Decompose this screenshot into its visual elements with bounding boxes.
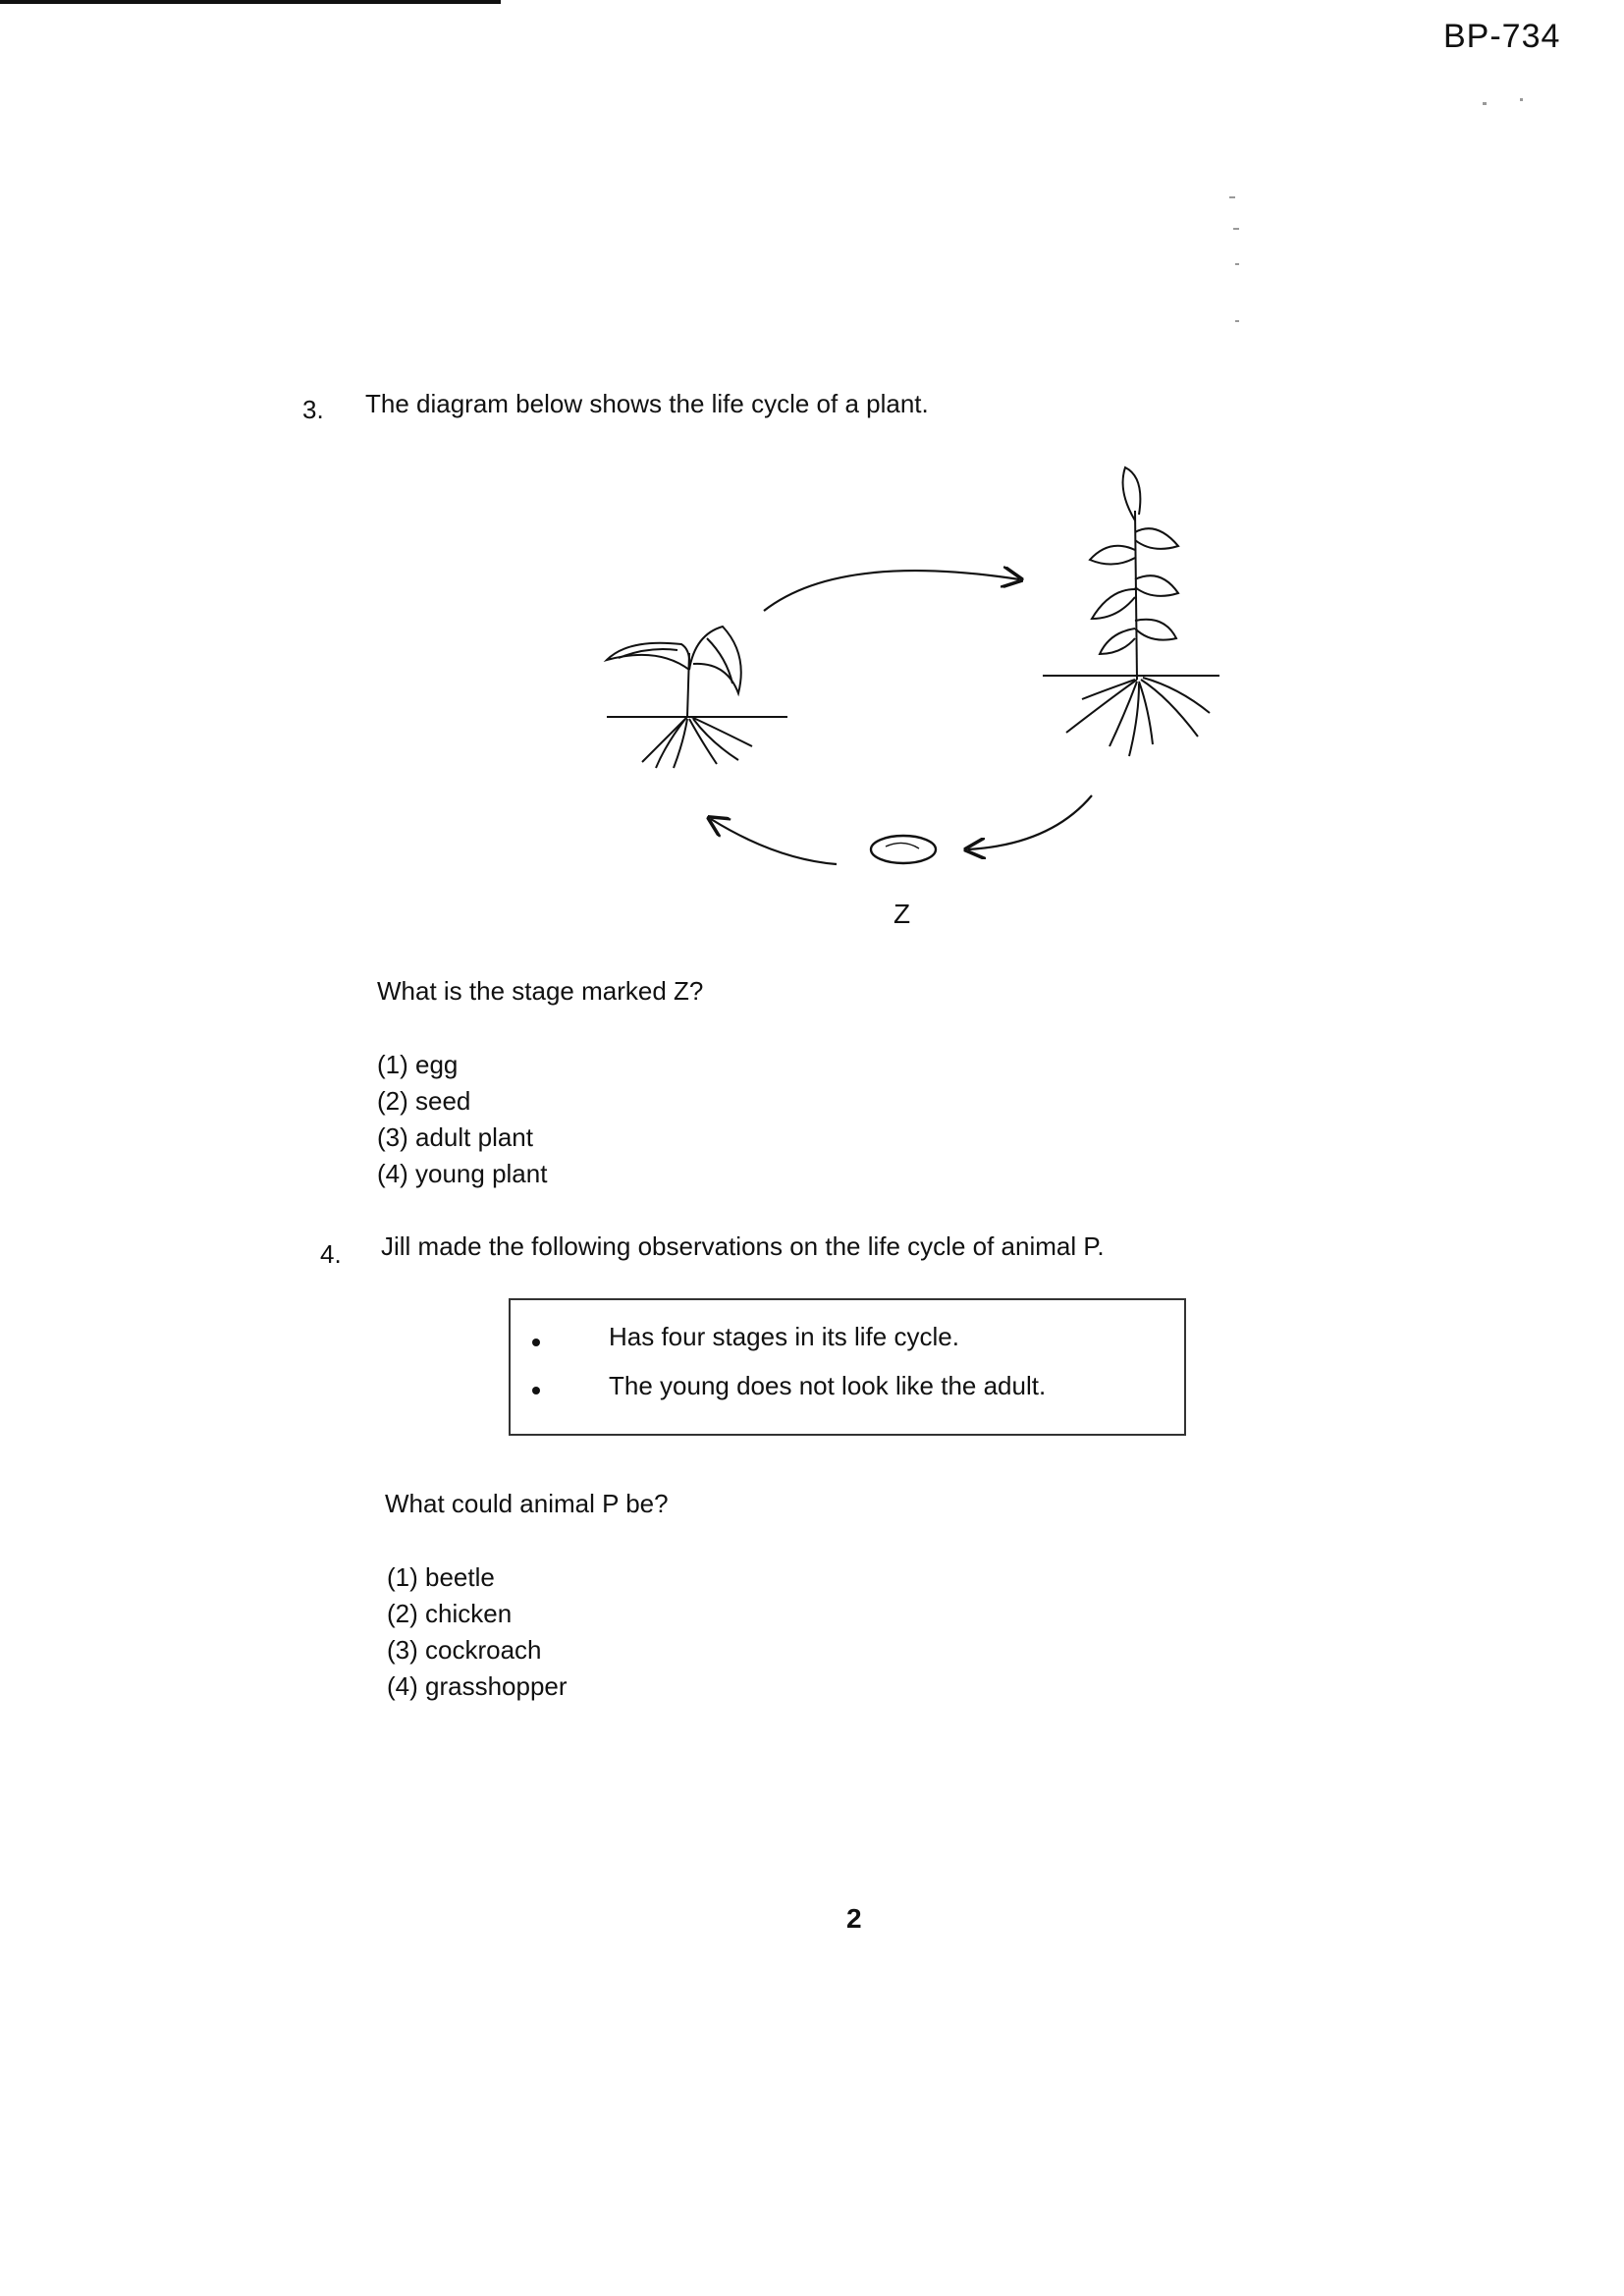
- question-4-question: What could animal P be?: [385, 1489, 669, 1518]
- arrow-young-to-adult: [764, 571, 1019, 611]
- scan-speck: [1235, 263, 1239, 265]
- question-4-options: [387, 1559, 568, 1705]
- young-plant-icon: [607, 627, 787, 768]
- document-code: BP-734: [1443, 18, 1561, 55]
- question-3-question: What is the stage marked Z?: [377, 976, 704, 1006]
- diagram-label-z: Z: [893, 899, 911, 929]
- bullet-icon: [532, 1387, 540, 1394]
- scan-speck: [1483, 102, 1487, 105]
- scan-speck: [1233, 228, 1239, 230]
- scan-speck: [1235, 320, 1239, 322]
- question-3-options: [377, 1047, 547, 1192]
- option-item: (3) cockroach: [387, 1635, 542, 1665]
- option-item: (3) adult plant: [377, 1122, 533, 1152]
- option-item: (2) seed: [377, 1086, 471, 1116]
- option-item: (2) chicken: [387, 1599, 513, 1628]
- option-item: (1) egg: [377, 1050, 459, 1079]
- adult-plant-icon: [1043, 467, 1219, 756]
- option-item: (1) beetle: [387, 1562, 495, 1592]
- seed-icon: [871, 836, 936, 863]
- top-rule: [0, 0, 501, 4]
- observation-text: The young does not look like the adult.: [609, 1371, 1047, 1400]
- page-number: 2: [846, 1903, 862, 1934]
- option-item: (4) grasshopper: [387, 1671, 568, 1701]
- plant-life-cycle-diagram: [579, 452, 1227, 943]
- arrow-seed-to-young: [711, 819, 837, 864]
- question-3-number: 3.: [302, 395, 324, 424]
- question-3-prompt: The diagram below shows the life cycle of a plant.: [365, 389, 929, 418]
- question-4-number: 4.: [320, 1239, 342, 1269]
- option-item: (4) young plant: [377, 1159, 548, 1188]
- scan-speck: [1520, 98, 1523, 101]
- question-4-prompt: Jill made the following observations on the life cycle of animal P.: [381, 1231, 1105, 1261]
- bullet-icon: [532, 1339, 540, 1346]
- observation-text: Has four stages in its life cycle.: [609, 1322, 959, 1351]
- observations-box: [509, 1298, 1186, 1436]
- arrow-adult-to-seed: [968, 795, 1092, 849]
- scan-speck: [1229, 196, 1235, 198]
